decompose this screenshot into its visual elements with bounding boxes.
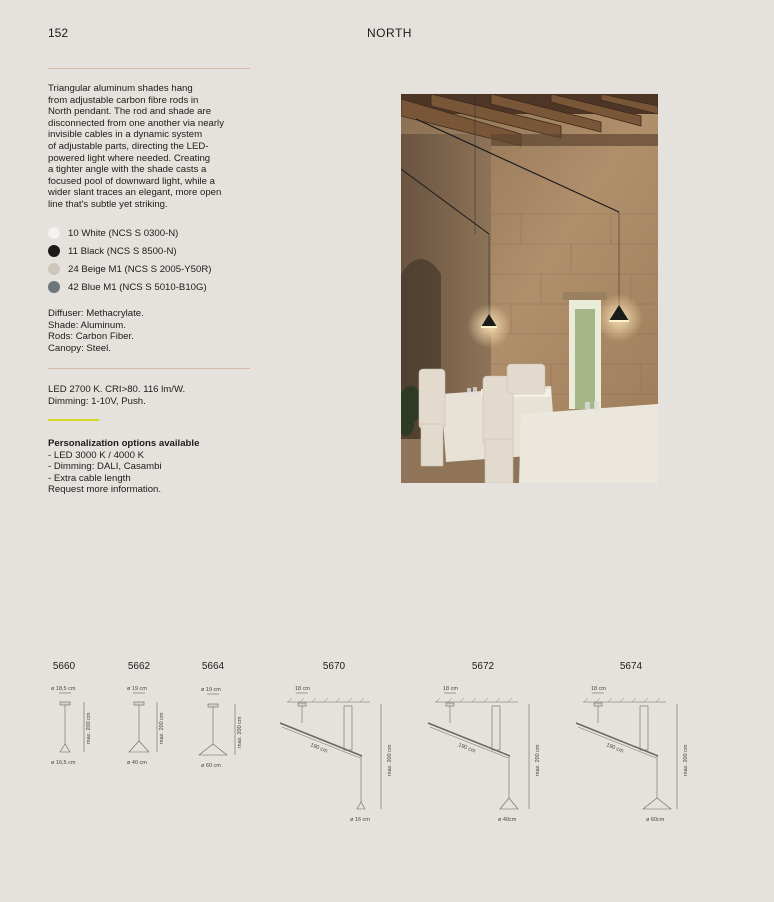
height-label: max. 200 cm: [387, 744, 393, 776]
dimension-label: ø 16,5 cm: [51, 760, 76, 766]
spec-line: LED 2700 K. CRI>80. 116 lm/W.: [48, 384, 186, 395]
material-line: Rods: Carbon Fiber.: [48, 331, 134, 343]
model-code: 5664: [201, 661, 225, 672]
finish-item: [48, 224, 268, 242]
accent-bar: [48, 419, 99, 421]
rod-length-label: 190 cm: [605, 742, 625, 755]
drawing-5660: [59, 693, 84, 752]
dimension-label: ø 40cm: [498, 817, 517, 823]
rod-length-label: 190 cm: [457, 742, 477, 755]
dimension-label: 18 cm: [591, 686, 606, 692]
technical-drawings: [0, 678, 774, 838]
product-photo: [401, 94, 658, 483]
description-line: line that's subtle yet striking.: [48, 198, 168, 210]
model-code: 5672: [471, 661, 495, 672]
drawing-5670: [280, 693, 381, 809]
model-code: 5670: [322, 661, 346, 672]
drawing-5674: [576, 693, 677, 809]
divider: [48, 68, 250, 69]
dimension-label: ø 18,5 cm: [51, 686, 76, 692]
height-label: max. 200 cm: [535, 744, 541, 776]
page-number: 152: [48, 26, 69, 40]
product-description: [48, 83, 252, 211]
option-line: - LED 3000 K / 4000 K: [48, 449, 144, 461]
product-title: NORTH: [367, 26, 412, 40]
divider: [48, 368, 250, 369]
description-line: Triangular aluminum shades hang: [48, 83, 193, 94]
finish-item: [48, 242, 268, 260]
technical-specs: [48, 384, 185, 407]
description-line: wider slant traces an elegant, more open: [48, 187, 222, 199]
finish-label: 24 Beige M1 (NCS S 2005-Y50R): [68, 263, 212, 275]
material-line: Diffuser: Methacrylate.: [48, 308, 144, 319]
option-line: - Extra cable length: [48, 472, 131, 484]
height-label: max. 200 cm: [683, 744, 689, 776]
personalization-options: [48, 438, 199, 496]
option-line: - Dimming: DALI, Casambi: [48, 461, 162, 473]
rod-length-label: 190 cm: [309, 742, 329, 755]
description-line: North pendant. The rod and shade are: [48, 106, 212, 118]
materials-list: [48, 308, 144, 354]
description-line: invisible cables in a dynamic system: [48, 129, 203, 141]
option-line: Request more information.: [48, 484, 162, 496]
description-line: from adjustable carbon fibre rods in: [48, 94, 199, 106]
drawing-5672: [428, 693, 529, 809]
dimension-label: 18 cm: [295, 686, 310, 692]
color-swatch: [48, 263, 60, 275]
description-line: disconnected from one another via nearly: [48, 117, 224, 129]
dimension-label: ø 60 cm: [201, 763, 221, 769]
model-code: 5662: [127, 661, 151, 672]
dimension-label: 18 cm: [443, 686, 458, 692]
model-code: 5660: [52, 661, 76, 672]
finish-label: 10 White (NCS S 0300-N): [68, 227, 179, 239]
description-line: a tighter angle with the shade casts a: [48, 164, 207, 176]
finish-item: [48, 278, 268, 296]
height-label: max. 200 cm: [159, 712, 165, 744]
model-code: 5674: [619, 661, 643, 672]
material-line: Shade: Aluminum.: [48, 319, 126, 331]
personalization-title: Personalization options available: [48, 438, 200, 449]
dimension-label: ø 19 cm: [127, 686, 147, 692]
height-label: max. 200 cm: [237, 716, 243, 748]
color-swatch: [48, 245, 60, 257]
dimension-label: ø 16 cm: [350, 817, 370, 823]
description-line: powered light where needed. Creating: [48, 152, 211, 164]
dimension-label: ø 19 cm: [201, 687, 221, 693]
finish-list: [48, 224, 268, 296]
dimension-label: ø 40 cm: [127, 760, 147, 766]
color-swatch: [48, 281, 60, 293]
color-swatch: [48, 227, 60, 239]
spec-line: Dimming: 1-10V, Push.: [48, 395, 146, 407]
finish-label: 11 Black (NCS S 8500-N): [68, 245, 177, 257]
drawing-5662: [129, 693, 157, 752]
description-line: of adjustable parts, directing the LED-: [48, 140, 209, 152]
drawing-5664: [199, 694, 235, 755]
material-line: Canopy: Steel.: [48, 342, 111, 354]
height-label: max. 200 cm: [86, 712, 92, 744]
finish-item: [48, 260, 268, 278]
finish-label: 42 Blue M1 (NCS S 5010-B10G): [68, 281, 207, 293]
description-line: focused pool of downward light, while a: [48, 175, 215, 187]
dimension-label: ø 60cm: [646, 817, 665, 823]
